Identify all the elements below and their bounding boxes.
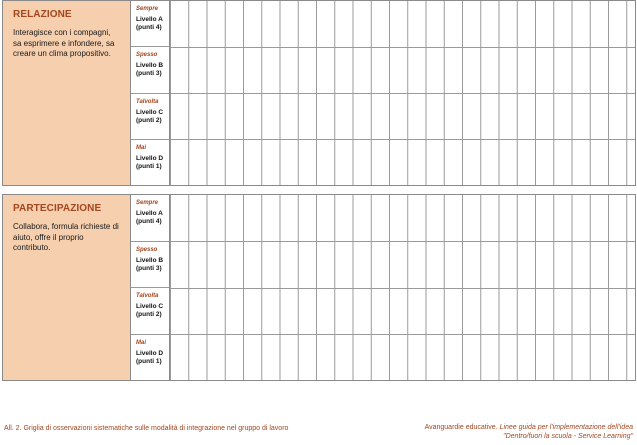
level-points: (punti 3) bbox=[136, 264, 162, 272]
level-frequency: Mai bbox=[136, 144, 147, 151]
level-points: (punti 2) bbox=[136, 311, 162, 318]
grid-row-divider bbox=[170, 334, 635, 335]
level-name: Livello D bbox=[136, 154, 164, 162]
levels-column bbox=[131, 0, 169, 186]
level-name: Livello B bbox=[136, 256, 164, 264]
observation-grid[interactable] bbox=[169, 0, 636, 186]
level-frequency: Spesso bbox=[136, 52, 158, 59]
level-name: Livello B bbox=[136, 62, 164, 70]
grid-row-divider bbox=[170, 93, 635, 94]
grid-row-divider bbox=[170, 47, 635, 48]
footer-source-plain: Avanguardie educative. bbox=[424, 424, 498, 431]
category-title: RELAZIONE bbox=[13, 9, 72, 20]
level-row bbox=[131, 335, 169, 381]
level-row bbox=[131, 47, 169, 93]
level-name: Livello C bbox=[136, 108, 164, 116]
level-frequency: Talvolta bbox=[136, 98, 159, 105]
category-title: PARTECIPAZIONE bbox=[13, 203, 102, 214]
level-points: (punti 3) bbox=[136, 70, 162, 78]
level-frequency: Sempre bbox=[136, 6, 159, 12]
footer-caption: All. 2. Griglia di osservazioni sistematiche sulle modalità di integrazione nel gruppo di lavoro bbox=[4, 425, 289, 432]
level-points: (punti 4) bbox=[136, 218, 162, 225]
level-name: Livello A bbox=[136, 210, 163, 217]
footer-source bbox=[373, 424, 633, 441]
level-frequency: Spesso bbox=[136, 246, 158, 253]
level-row bbox=[131, 94, 169, 140]
grid-row-divider bbox=[170, 139, 635, 140]
level-name: Livello D bbox=[136, 349, 164, 357]
footer-source-line2: "Dentro/fuori la scuola - Service Learning" bbox=[503, 432, 633, 440]
level-frequency: Mai bbox=[136, 339, 147, 346]
level-row bbox=[131, 288, 169, 335]
level-row bbox=[131, 140, 169, 185]
level-frequency: Talvolta bbox=[136, 293, 159, 299]
grid-row-divider bbox=[170, 288, 635, 289]
level-points: (punti 2) bbox=[136, 116, 162, 124]
level-row bbox=[131, 242, 169, 289]
level-points: (punti 1) bbox=[136, 357, 162, 365]
level-name: Livello C bbox=[136, 303, 164, 310]
category-description: Collabora, formula richieste di aiuto, offre il proprio contributo. bbox=[13, 222, 119, 252]
category-description: Interagisce con i compagni, sa esprimere e infondere, sa creare un clima propositivo. bbox=[13, 28, 115, 58]
category-cell bbox=[2, 0, 131, 186]
grid-row-divider bbox=[170, 241, 635, 242]
level-points: (punti 4) bbox=[136, 24, 162, 31]
observation-block-partecipazione bbox=[2, 194, 636, 381]
level-name: Livello A bbox=[136, 16, 163, 23]
level-points: (punti 1) bbox=[136, 162, 162, 170]
level-frequency: Sempre bbox=[136, 200, 159, 206]
levels-column bbox=[131, 194, 169, 381]
level-row bbox=[131, 195, 169, 242]
observation-block-relazione bbox=[2, 0, 636, 186]
level-row bbox=[131, 1, 169, 47]
observation-grid[interactable] bbox=[169, 194, 636, 381]
footer-source-italic: Linee guida per l'implementazione dell'idea bbox=[499, 424, 633, 431]
category-cell bbox=[2, 194, 131, 381]
